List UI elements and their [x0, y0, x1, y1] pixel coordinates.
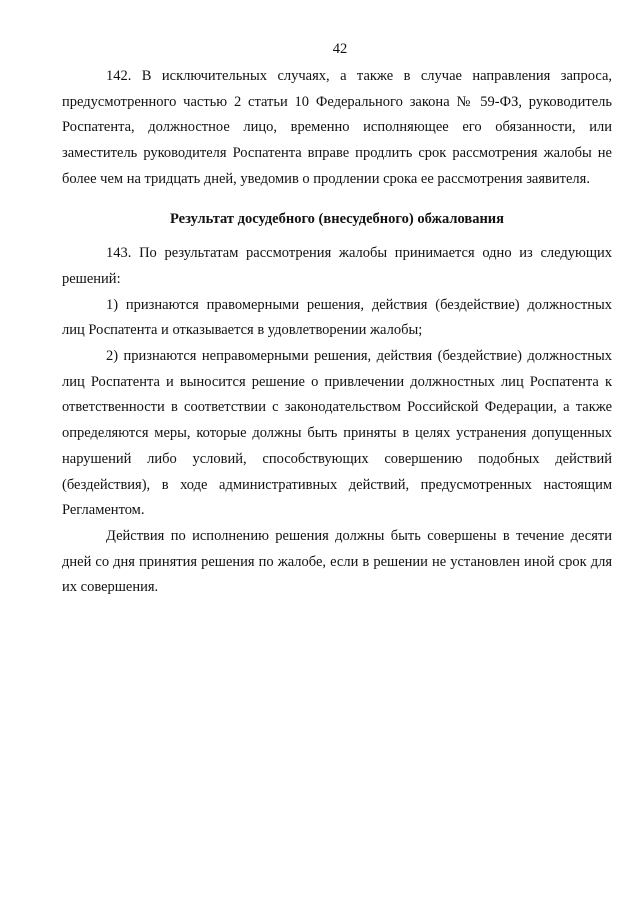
page-number: 42 [332, 41, 348, 57]
paragraph-143: 143. По результатам рассмотрения жалобы принимается одно из следующих решений: [62, 245, 612, 287]
list-item-1: 1) признаются правомерными решения, действия (бездействие) должностных лиц Роспатента и отказывается в удовлетворении жалобы; [62, 296, 612, 339]
section-heading: Результат досудебного (внесудебного) обжалования [169, 210, 505, 227]
paragraph-142: 142. В исключительных случаях, а также в случае направления запроса, предусмотренного частью 2 статьи 10 Федерального закона № 59-ФЗ, руководитель Роспатента, должностное лицо, временно исполняющее его обязанности, или заместитель руководителя Роспатента вправе продлить срок рассмотрения жалобы не более чем на тридцать дней, уведомив о продлении срока ее рассмотрения заявителя. [62, 68, 612, 187]
document-body [62, 64, 612, 601]
list-item-2: 2) признаются неправомерными решения, действия (бездействие) должностных лиц Роспатента и выносится решение о привлечении должностных лиц Роспатента к ответственности в соответствии с законодательством Российской Федерации, а также определяются меры, которые должны быть приняты в целях устранения допущенных нарушений либо условий, способствующих совершению подобных действий (бездействия), в ходе административных действий, предусмотренных настоящим Регламентом. [62, 348, 612, 519]
final-paragraph: Действия по исполнению решения должны быть совершены в течение десяти дней со дня принятия решения по жалобе, если в решении не установлен иной срок для их совершения. [62, 527, 612, 596]
